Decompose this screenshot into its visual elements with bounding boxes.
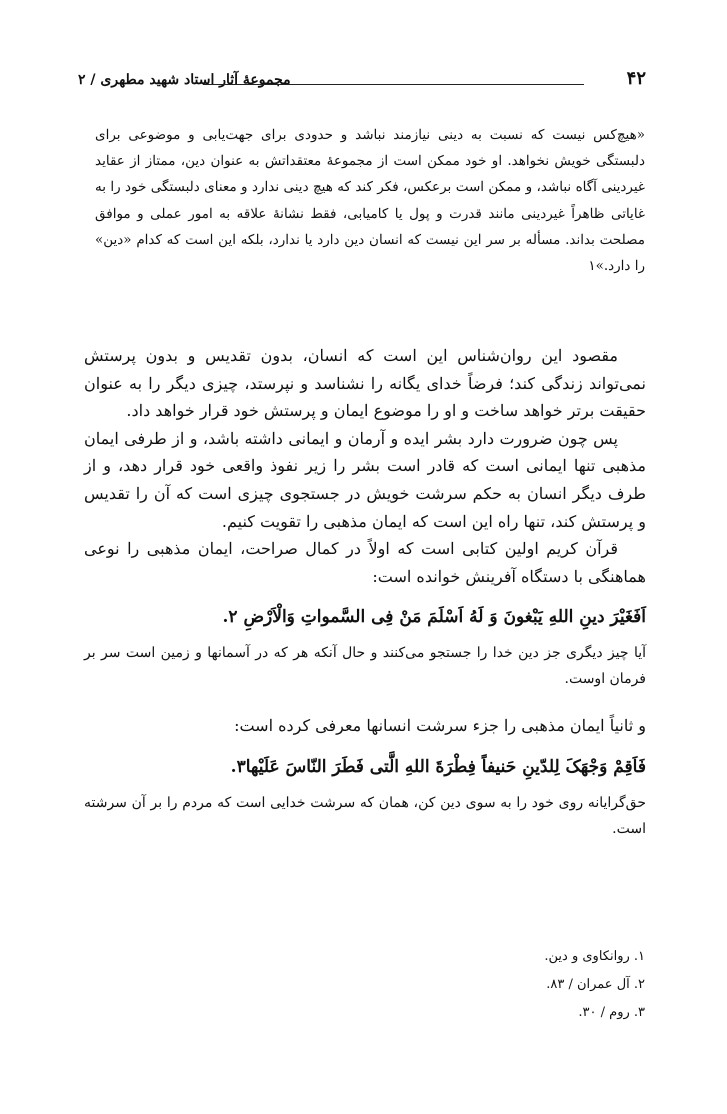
block-quote: «هیچ‌کس نیست که نسبت به دینی نیازمند نباشد و حدودی برای جهت‌یابی و موضوعی برای دلبستگی خویش نخواهد. او خود ممکن است از مجموعهٔ معتقداتش به عنوان دین، ممتاز از عقاید غیردینی آگاه نباشد، و ممکن است برعکس، فکر کند که هیچ دینی ندارد و معنای دلبستگی خود را به غایاتی ظاهراً غیردینی مانند قدرت و پول یا کامیابی، فقط نشانهٔ علاقه به امور عملی و موافق مصلحت بداند. مسأله بر سر این نیست که انسان دین دارد یا ندارد، بلکه این است که کدام «دین» را دارد.»۱ xyxy=(95,127,645,275)
footnote: ۱. روانکاوی و دین. xyxy=(544,949,645,964)
verse-translation: حق‌گرایانه روی خود را به سوی دین کن، همان که سرشت خدایی است که مردم را بر آن سرشته است. xyxy=(84,794,646,837)
page-header xyxy=(78,68,646,100)
verse-translation: آیا چیز دیگری جز دین خدا را جستجو می‌کنند و حال آنکه هر که در آسمانها و زمین است سر بر فرمان اوست. xyxy=(84,645,646,688)
main-text xyxy=(84,342,646,862)
paragraph: و ثانیاً ایمان مذهبی را جزء سرشت انسانها معرفی کرده است: xyxy=(234,716,646,736)
header-rule xyxy=(203,84,584,85)
footnote: ۲. آل عمران / ۸۳. xyxy=(546,977,645,992)
paragraph: قرآن کریم اولین کتابی است که اولاً در کمال صراحت، ایمان مذهبی را نوعی هماهنگی با دستگاه آفرینش خوانده است: xyxy=(84,539,646,586)
page-number: ۴۲ xyxy=(626,68,646,89)
footnote: ۳. روم / ۳۰. xyxy=(578,1005,645,1020)
quran-verse: اَفَغَیْرَ دینِ اللهِ یَبْغونَ وَ لَهُ اَسْلَمَ مَنْ فِی السَّمواتِ وَالْاَرْضِ ۲. xyxy=(222,607,646,628)
quran-verse: فَاَقِمْ وَجْهَکَ لِلدّینِ حَنیفاً فِطْرَةَ اللهِ الَّتی فَطَرَ النّاسَ عَلَیْها۳. xyxy=(230,756,646,777)
running-title: مجموعهٔ آثار استاد شهید مطهری / ۲ xyxy=(78,72,291,88)
paragraph: پس چون ضرورت دارد بشر ایده و آرمان و ایمانی داشته باشد، و از طرفی ایمان مذهبی تنها ایمانی است که قادر است بشر را زیر نفوذ واقعی خود قرار دهد، و از طرف دیگر انسان به حکم سرشت خویش در جستجوی چیزی است که آن را تقدیس و پرستش کند، تنها راه این است که ایمان مذهبی را تقویت کنیم. xyxy=(84,428,646,531)
paragraph: مقصود این روان‌شناس این است که انسان، بدون تقدیس و بدون پرستش نمی‌تواند زندگی کند؛ فرضاً خدای یگانه را نشناسد و نپرستد، چیزی دیگر را به عنوان حقیقت برتر خواهد ساخت و او را موضوع ایمان و پرستش خود قرار خواهد داد. xyxy=(84,346,646,421)
footnotes xyxy=(345,943,645,1027)
